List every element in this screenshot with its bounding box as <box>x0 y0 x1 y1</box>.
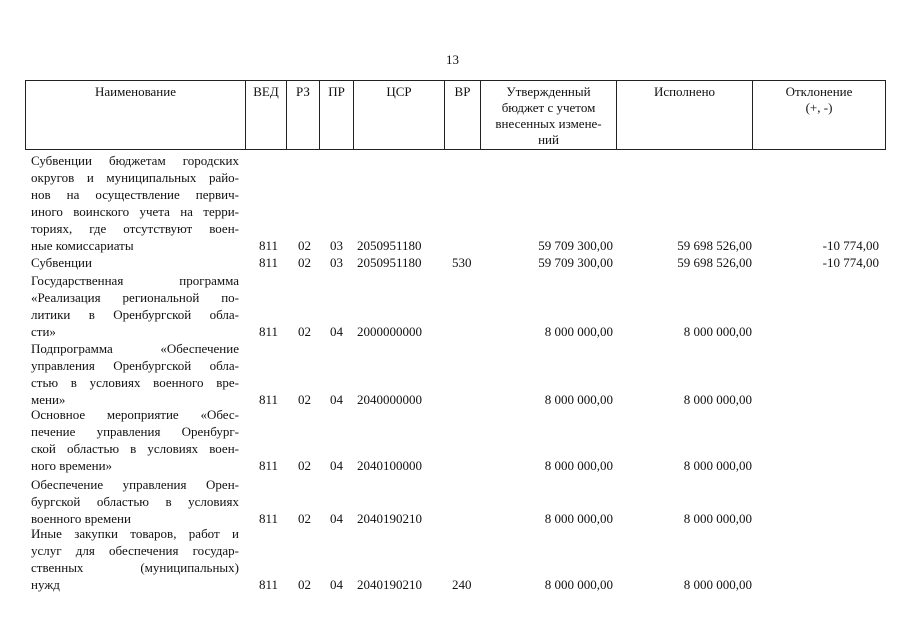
row-name-line: округов и муниципальных райо- <box>31 170 239 185</box>
row-name <box>31 406 239 474</box>
row-name <box>31 152 239 254</box>
row-pr: 04 <box>330 324 343 339</box>
row-rz: 02 <box>298 511 311 526</box>
row-deviation: -10 774,00 <box>822 255 879 270</box>
row-ved: 811 <box>259 324 279 339</box>
row-executed: 8 000 000,00 <box>683 392 752 407</box>
row-name-line: Субвенции <box>31 255 92 270</box>
row-name <box>31 272 239 340</box>
row-name-line: нов на осуществление первич- <box>31 187 239 202</box>
header-ved: ВЕД <box>246 81 287 149</box>
header-budget-line: Утвержденный <box>506 84 591 99</box>
row-pr: 04 <box>330 577 343 592</box>
row-name-line: Основное мероприятие «Обес- <box>31 407 239 422</box>
row-budget: 8 000 000,00 <box>544 392 613 407</box>
row-name-line: сти» <box>31 324 56 339</box>
row-name <box>31 254 239 271</box>
page-number: 13 <box>446 52 459 67</box>
header-budget <box>481 81 617 149</box>
row-rz: 02 <box>298 324 311 339</box>
header-rz: РЗ <box>287 81 320 149</box>
header-deviation <box>753 81 885 149</box>
header-pr: ПР <box>320 81 354 149</box>
row-executed: 8 000 000,00 <box>683 324 752 339</box>
row-csr: 2040190210 <box>357 577 422 592</box>
row-csr: 2050951180 <box>357 238 422 253</box>
header-budget-line: ний <box>538 132 559 147</box>
row-csr: 2000000000 <box>357 324 422 339</box>
row-csr: 2040190210 <box>357 511 422 526</box>
row-name-line: иного воинского учета на терри- <box>31 204 239 219</box>
row-name-line: ториях, где отсутствуют воен- <box>31 221 239 236</box>
row-name-line: услуг для обеспечения государ- <box>31 543 239 558</box>
row-ved: 811 <box>259 392 279 407</box>
row-name-line: мени» <box>31 392 66 407</box>
row-name-line: Государственная программа <box>31 273 239 288</box>
row-vr: 240 <box>452 577 472 592</box>
header-deviation-line: Отклонение <box>785 84 853 99</box>
row-name-line: литики в Оренбургской обла- <box>31 307 239 322</box>
row-executed: 59 698 526,00 <box>677 255 752 270</box>
header-budget-line: внесенных измене- <box>495 116 602 131</box>
row-csr: 2040100000 <box>357 458 422 473</box>
row-executed: 8 000 000,00 <box>683 577 752 592</box>
header-executed: Исполнено <box>617 81 753 149</box>
row-name-line: Субвенции бюджетам городских <box>31 153 239 168</box>
row-pr: 04 <box>330 511 343 526</box>
row-pr: 04 <box>330 392 343 407</box>
row-ved: 811 <box>259 511 279 526</box>
row-csr: 2040000000 <box>357 392 422 407</box>
row-budget: 59 709 300,00 <box>538 255 613 270</box>
row-deviation: -10 774,00 <box>822 238 879 253</box>
row-name-line: нужд <box>31 577 60 592</box>
row-name-line: Подпрограмма «Обеспечение <box>31 341 239 356</box>
row-rz: 02 <box>298 577 311 592</box>
row-pr: 04 <box>330 458 343 473</box>
row-rz: 02 <box>298 392 311 407</box>
row-name-line: Иные закупки товаров, работ и <box>31 526 239 541</box>
row-name-line: ные комиссариаты <box>31 238 134 253</box>
header-budget-line: бюджет с учетом <box>501 100 596 115</box>
row-pr: 03 <box>330 238 343 253</box>
row-executed: 8 000 000,00 <box>683 511 752 526</box>
row-budget: 59 709 300,00 <box>538 238 613 253</box>
row-ved: 811 <box>259 577 279 592</box>
row-pr: 03 <box>330 255 343 270</box>
row-name-line: стью в условиях военного вре- <box>31 375 239 390</box>
row-ved: 811 <box>259 238 279 253</box>
row-rz: 02 <box>298 238 311 253</box>
row-name-line: ного времени» <box>31 458 113 473</box>
row-vr: 530 <box>452 255 472 270</box>
row-name-line: ской областью в условиях воен- <box>31 441 239 456</box>
row-name-line: печение управления Оренбург- <box>31 424 239 439</box>
row-name <box>31 476 239 527</box>
row-name-line: военного времени <box>31 511 131 526</box>
row-executed: 59 698 526,00 <box>677 238 752 253</box>
row-rz: 02 <box>298 255 311 270</box>
row-name <box>31 525 239 593</box>
row-executed: 8 000 000,00 <box>683 458 752 473</box>
row-ved: 811 <box>259 255 279 270</box>
row-budget: 8 000 000,00 <box>544 458 613 473</box>
row-ved: 811 <box>259 458 279 473</box>
header-csr: ЦСР <box>354 81 445 149</box>
row-name-line: управления Оренбургской обла- <box>31 358 239 373</box>
row-budget: 8 000 000,00 <box>544 511 613 526</box>
row-csr: 2050951180 <box>357 255 422 270</box>
header-name: Наименование <box>26 81 246 149</box>
row-name-line: «Реализация региональной по- <box>31 290 239 305</box>
row-rz: 02 <box>298 458 311 473</box>
header-deviation-line: (+, -) <box>805 100 833 115</box>
row-name-line: бургской областью в условиях <box>31 494 239 509</box>
table-header <box>25 80 886 150</box>
header-vr: ВР <box>445 81 481 149</box>
row-name-line: Обеспечение управления Орен- <box>31 477 239 492</box>
row-name <box>31 340 239 408</box>
row-name-line: ственных (муниципальных) <box>31 560 239 575</box>
row-budget: 8 000 000,00 <box>544 324 613 339</box>
row-budget: 8 000 000,00 <box>544 577 613 592</box>
